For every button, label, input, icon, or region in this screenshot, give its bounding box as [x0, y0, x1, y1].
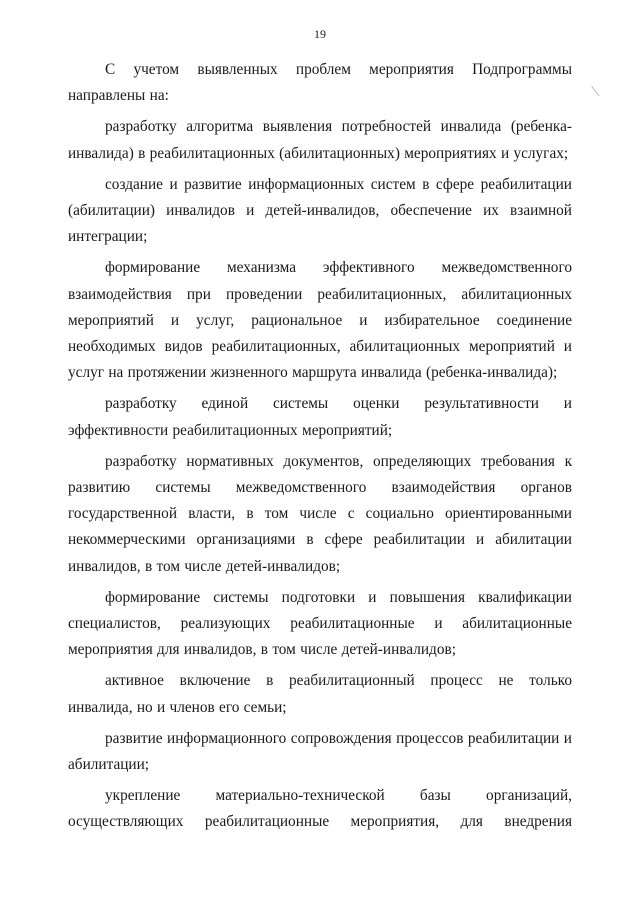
paragraph-item-evaluation-system: разработку единой системы оценки результативности и эффективности реабилитационных мероприятий;	[68, 395, 572, 439]
scan-artifact-line	[591, 86, 599, 96]
paragraph-item-family-involvement: активное включение в реабилитационный процесс не только инвалида, но и членов его семьи;	[68, 672, 572, 716]
paragraph-item-interagency-mechanism: формирование механизма эффективного межведомственного взаимодействия при проведении реабилитационных, абилитационных мероприятий и услуг, рациональное и избирательное соединение необходимых видов реабилитационных, абилитационных мероприятий и услуг на протяжении жизненного маршрута инвалида (ребенка-инвалида);	[68, 259, 572, 382]
paragraph-intro: С учетом выявленных проблем мероприятия Подпрограммы направлены на:	[68, 61, 572, 105]
paragraph-item-regulatory-documents: разработку нормативных документов, определяющих требования к развитию системы межведомственного взаимодействия органов государственной власти, в том числе с социально ориентированными некоммерческими организациями в сфере реабилитации и абилитации инвалидов, в том числе детей-инвалидов;	[68, 452, 572, 575]
paragraph-item-material-base: укрепление материально-технической базы организаций, осуществляющих реабилитационные мероприятия, для внедрения	[68, 787, 572, 831]
document-body	[68, 57, 572, 836]
paragraph-item-specialist-training: формирование системы подготовки и повышения квалификации специалистов, реализующих реабилитационные и абилитационные мероприятия для инвалидов, в том числе детей-инвалидов;	[68, 588, 572, 659]
paragraph-item-algorithm: разработку алгоритма выявления потребностей инвалида (ребенка-инвалида) в реабилитационных (абилитационных) мероприятиях и услугах;	[68, 118, 572, 162]
paragraph-item-information-systems: создание и развитие информационных систем в сфере реабилитации (абилитации) инвалидов и детей-инвалидов, обеспечение их взаимной интеграции;	[68, 175, 572, 246]
paragraph-item-information-support: развитие информационного сопровождения процессов реабилитации и абилитации;	[68, 729, 572, 774]
page-number: 19	[314, 27, 326, 41]
